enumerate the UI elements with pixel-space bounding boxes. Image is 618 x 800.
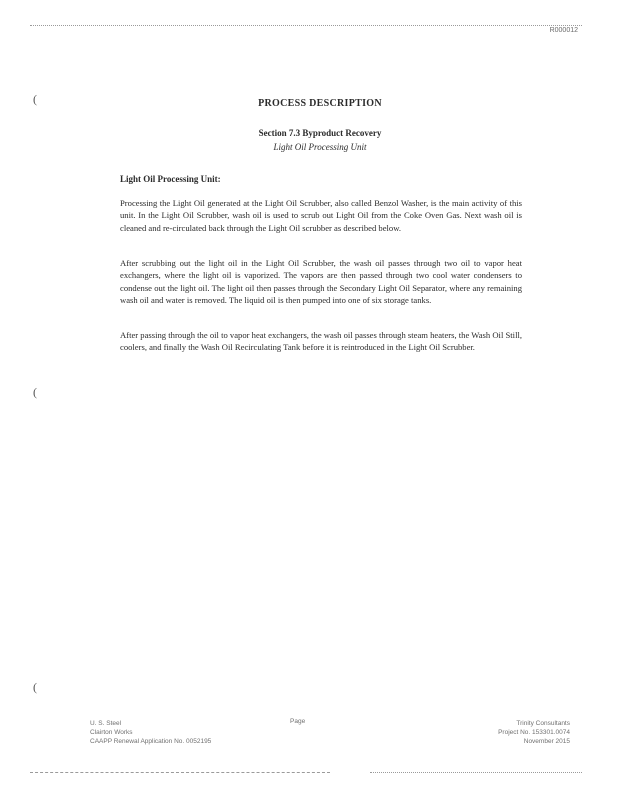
margin-mark: (: [33, 92, 37, 106]
scan-border-top: [30, 25, 582, 26]
subsection-heading: Light Oil Processing Unit: [273, 142, 367, 152]
section-heading: Section 7.3 Byproduct Recovery: [258, 128, 382, 138]
footer-right: [498, 719, 570, 746]
scan-border-bottom-left: [30, 772, 330, 773]
footer-site: Clairton Works: [90, 729, 133, 736]
footer-project: Project No. 153301.0074: [498, 729, 570, 736]
margin-mark: (: [33, 385, 37, 399]
footer-company: U. S. Steel: [90, 720, 122, 727]
margin-mark: (: [33, 680, 37, 694]
footer-date: November 2015: [523, 738, 570, 745]
paragraph-2: After scrubbing out the light oil in the Light Oil Scrubber, the wash oil passes through two oil to vapor heat exchangers, where the light oil is vaporized. The vapors are then passed through two cool water condensers to condense out the light oil. The light oil then passes through the Secondary Light Oil Separator, where any remaining wash oil and water is removed. The liquid oil is then pumped into one of six storage tanks.: [120, 258, 522, 306]
paragraph-3: After passing through the oil to vapor heat exchangers, the wash oil passes through steam heaters, the Wash Oil Still, coolers, and finally the Wash Oil Recirculating Tank before it is reintroduced in the Light Oil Scrubber.: [120, 330, 522, 353]
footer-consultant: Trinity Consultants: [516, 720, 570, 727]
paragraph-1: Processing the Light Oil generated at the Light Oil Scrubber, also called Benzol Washer, is the main activity of this unit. In the Light Oil Scrubber, wash oil is used to scrub out Light Oil from the Coke Oven Gas. Next wash oil is cleaned and re-circulated back through the Light Oil scrubber as described below.: [120, 198, 522, 233]
page-title: PROCESS DESCRIPTION: [258, 98, 382, 109]
unit-heading: Light Oil Processing Unit:: [120, 174, 221, 184]
scan-border-bottom-right: [370, 772, 582, 773]
footer-application: CAAPP Renewal Application No. 0052195: [90, 738, 212, 745]
footer-left: [90, 719, 211, 746]
footer-page: Page: [290, 718, 306, 725]
document-id: R000012: [549, 27, 578, 34]
